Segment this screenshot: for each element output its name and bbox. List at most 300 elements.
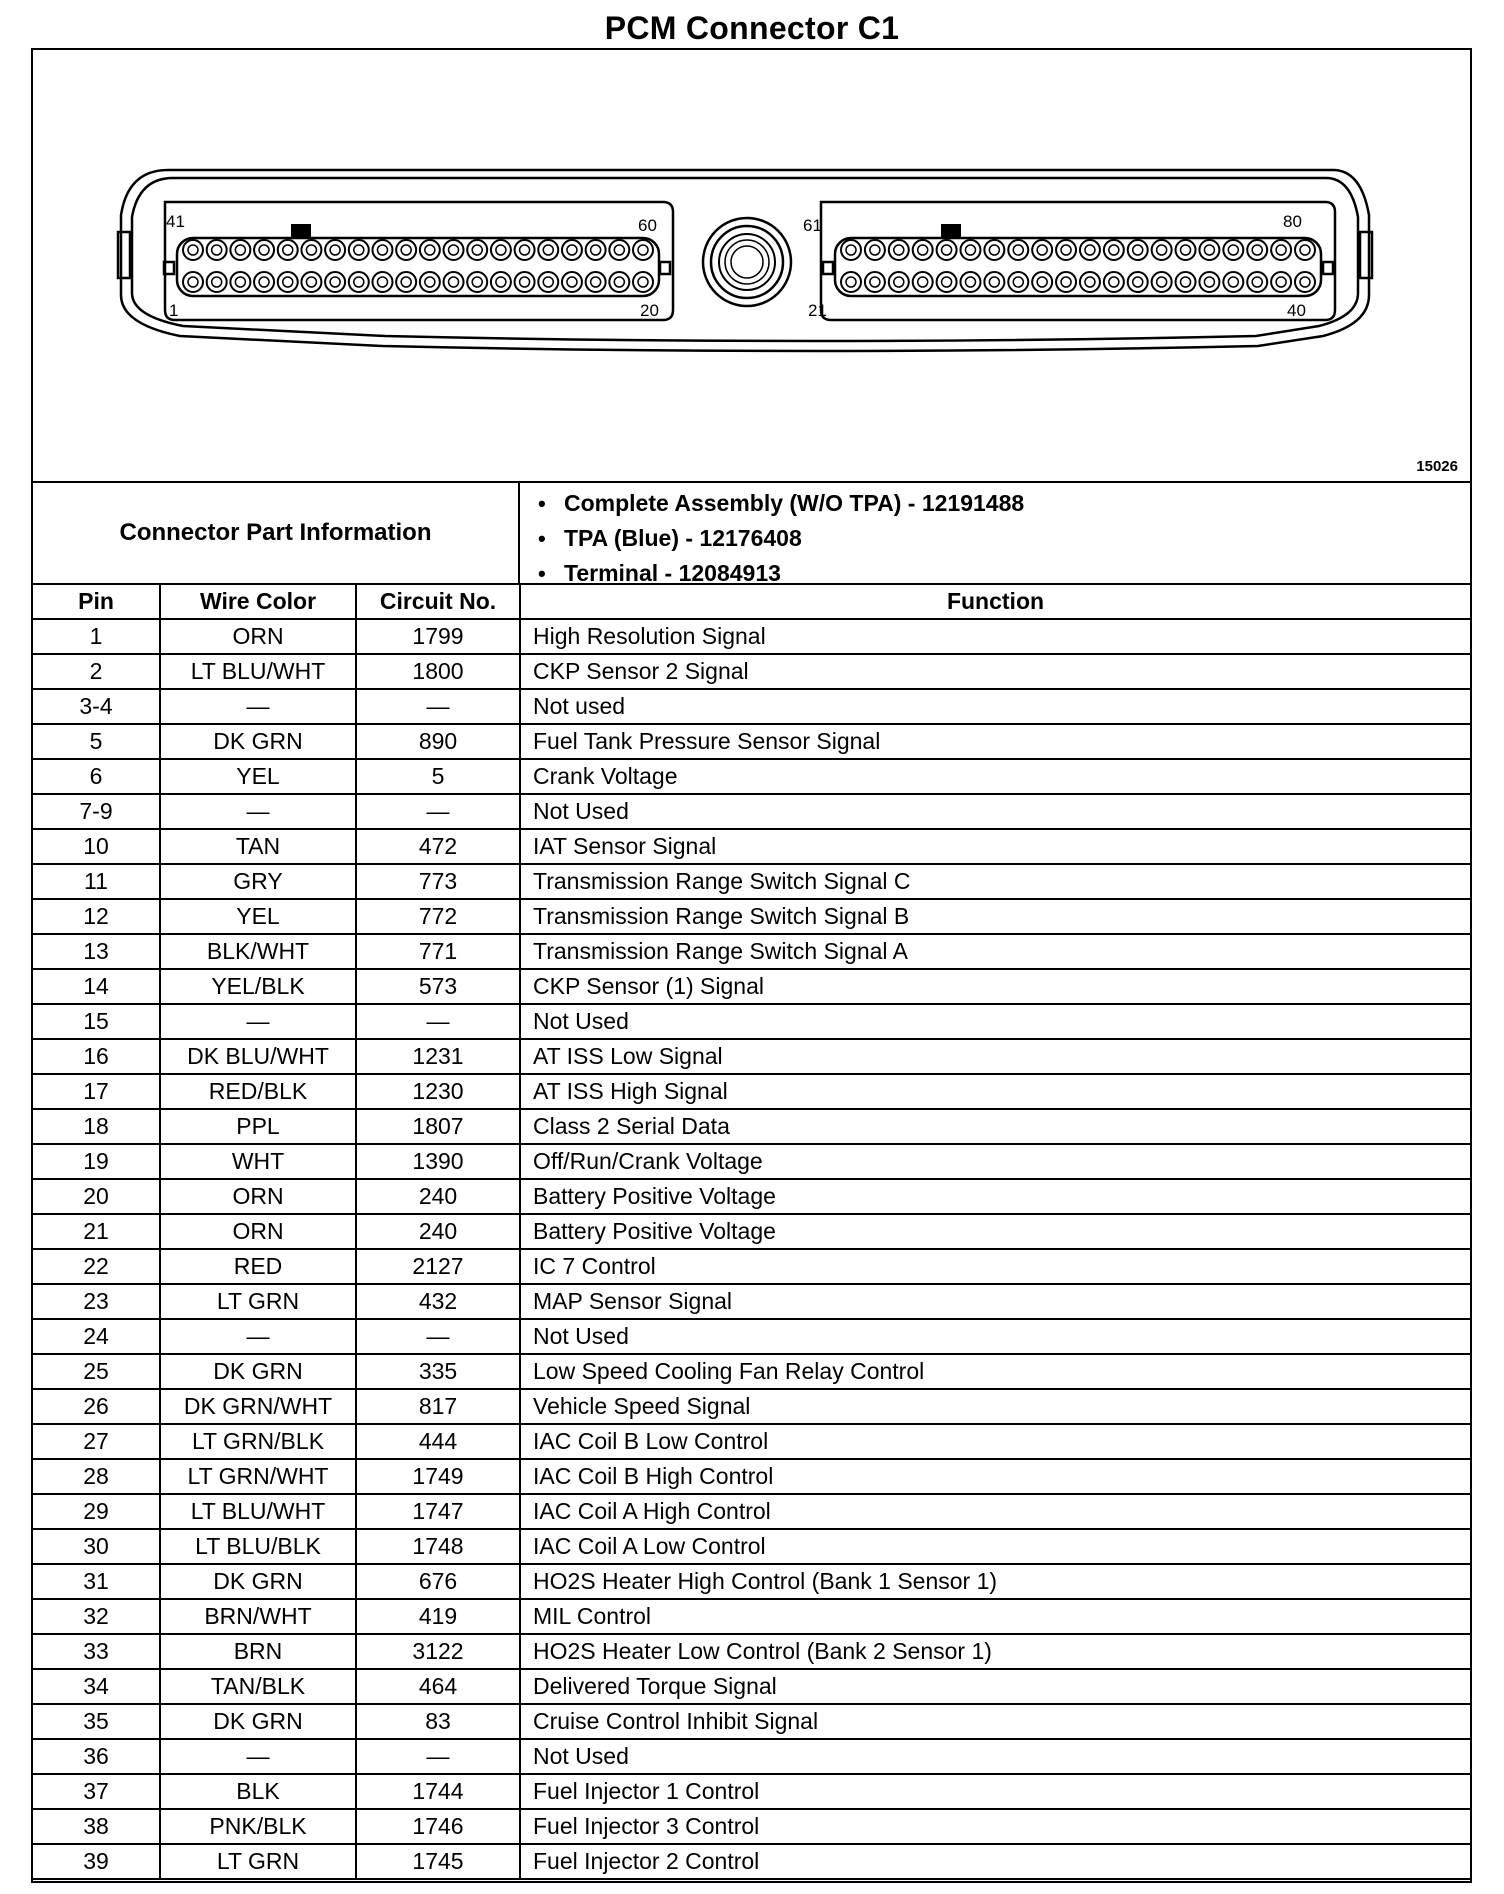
table-row — [33, 1354, 1470, 1389]
right-pin-block — [821, 202, 1335, 320]
cell-wire-color: — — [160, 794, 356, 829]
right-pin-hole — [1032, 272, 1052, 292]
table-row — [33, 934, 1470, 969]
left-pin-hole-center — [425, 245, 435, 255]
part-info-item: • Complete Assembly (W/O TPA) - 12191488 — [538, 486, 1024, 521]
cell-function: IC 7 Control — [520, 1249, 1470, 1284]
left-pin-hole — [183, 272, 203, 292]
cell-pin: 2 — [33, 654, 160, 689]
cell-wire-color: BLK/WHT — [160, 934, 356, 969]
left-pin-hole-center — [212, 277, 222, 287]
cell-pin: 7-9 — [33, 794, 160, 829]
right-pin-hole-center — [1300, 277, 1310, 287]
cell-wire-color: BRN/WHT — [160, 1599, 356, 1634]
cell-pin: 5 — [33, 724, 160, 759]
cell-pin: 36 — [33, 1739, 160, 1774]
left-pin-hole-center — [283, 245, 293, 255]
table-row — [33, 1144, 1470, 1179]
cell-function: Off/Run/Crank Voltage — [520, 1144, 1470, 1179]
left-pin-hole — [254, 240, 274, 260]
left-pin-hole — [420, 272, 440, 292]
right-pin-hole — [865, 272, 885, 292]
left-pin-hole — [301, 240, 321, 260]
left-pin-hole-center — [401, 277, 411, 287]
left-pin-hole — [349, 272, 369, 292]
cell-pin: 18 — [33, 1109, 160, 1144]
cell-circuit-no: 1745 — [356, 1844, 520, 1879]
right-pin-hole — [960, 272, 980, 292]
left-pin-hole-center — [425, 277, 435, 287]
label-pin-60: 60 — [638, 216, 657, 235]
cell-pin: 13 — [33, 934, 160, 969]
right-pin-hole-center — [1085, 245, 1095, 255]
cell-function: Cruise Control Inhibit Signal — [520, 1704, 1470, 1739]
left-pin-hole-center — [259, 245, 269, 255]
right-block-key — [823, 262, 833, 274]
left-pin-hole-center — [449, 277, 459, 287]
right-pin-hole — [889, 272, 909, 292]
left-pin-hole — [467, 272, 487, 292]
left-polarity-bar — [291, 224, 311, 237]
cell-wire-color: DK BLU/WHT — [160, 1039, 356, 1074]
table-row — [33, 1529, 1470, 1564]
table-row — [33, 1319, 1470, 1354]
right-pin-hole — [1223, 240, 1243, 260]
cell-function: MAP Sensor Signal — [520, 1284, 1470, 1319]
cell-function: Fuel Injector 3 Control — [520, 1809, 1470, 1844]
cell-function: IAC Coil A Low Control — [520, 1529, 1470, 1564]
right-pin-hole — [889, 240, 909, 260]
cell-function: HO2S Heater High Control (Bank 1 Sensor 1) — [520, 1564, 1470, 1599]
cell-wire-color: GRY — [160, 864, 356, 899]
cell-circuit-no: 2127 — [356, 1249, 520, 1284]
cell-wire-color: LT GRN/BLK — [160, 1424, 356, 1459]
cell-pin: 22 — [33, 1249, 160, 1284]
left-pin-hole-center — [354, 245, 364, 255]
left-pin-hole — [633, 240, 653, 260]
left-pin-hole-center — [591, 277, 601, 287]
cell-wire-color: BLK — [160, 1774, 356, 1809]
cell-pin: 25 — [33, 1354, 160, 1389]
cell-pin: 33 — [33, 1634, 160, 1669]
left-pin-hole-center — [567, 245, 577, 255]
cell-pin: 27 — [33, 1424, 160, 1459]
cell-pin: 16 — [33, 1039, 160, 1074]
cell-pin: 1 — [33, 619, 160, 654]
right-pin-hole — [937, 272, 957, 292]
right-pin-hole-center — [1204, 277, 1214, 287]
table-row — [33, 1599, 1470, 1634]
cell-wire-color: LT BLU/WHT — [160, 654, 356, 689]
cell-pin: 21 — [33, 1214, 160, 1249]
cell-wire-color: — — [160, 1004, 356, 1039]
left-pin-hole — [491, 272, 511, 292]
left-pin-hole — [562, 272, 582, 292]
cell-pin: 10 — [33, 829, 160, 864]
right-pin-hole — [1247, 272, 1267, 292]
cell-wire-color: TAN — [160, 829, 356, 864]
right-pin-hole — [841, 272, 861, 292]
cell-circuit-no: 817 — [356, 1389, 520, 1424]
table-row — [33, 619, 1470, 654]
cell-function: IAC Coil B High Control — [520, 1459, 1470, 1494]
right-pin-hole-center — [1133, 245, 1143, 255]
table-row — [33, 1459, 1470, 1494]
header-wire-color: Wire Color — [160, 585, 356, 619]
left-pin-hole-center — [543, 245, 553, 255]
table-row — [33, 689, 1470, 724]
cell-circuit-no: 240 — [356, 1179, 520, 1214]
right-pin-hole — [865, 240, 885, 260]
right-pin-hole-center — [1109, 277, 1119, 287]
cell-wire-color: BRN — [160, 1634, 356, 1669]
cell-circuit-no: 890 — [356, 724, 520, 759]
left-pin-hole — [444, 240, 464, 260]
cell-function: Delivered Torque Signal — [520, 1669, 1470, 1704]
right-pin-hole-center — [965, 245, 975, 255]
cell-circuit-no: 5 — [356, 759, 520, 794]
right-pin-hole — [1008, 240, 1028, 260]
cell-function: IAC Coil A High Control — [520, 1494, 1470, 1529]
cell-function: Not Used — [520, 1319, 1470, 1354]
right-pin-hole — [1271, 272, 1291, 292]
right-polarity-bar — [941, 224, 961, 237]
cell-circuit-no: 335 — [356, 1354, 520, 1389]
cell-pin: 29 — [33, 1494, 160, 1529]
left-pin-hole — [230, 272, 250, 292]
right-pin-hole — [1104, 272, 1124, 292]
cell-function: Low Speed Cooling Fan Relay Control — [520, 1354, 1470, 1389]
table-row — [33, 1039, 1470, 1074]
right-pin-hole-center — [942, 245, 952, 255]
connector-part-information — [33, 483, 1470, 585]
left-pin-hole-center — [543, 277, 553, 287]
right-pin-hole — [1199, 240, 1219, 260]
right-pin-hole — [984, 272, 1004, 292]
cell-circuit-no: 1800 — [356, 654, 520, 689]
cell-pin: 17 — [33, 1074, 160, 1109]
left-pin-hole-center — [259, 277, 269, 287]
cell-circuit-no: — — [356, 1004, 520, 1039]
left-pin-hole-center — [520, 277, 530, 287]
left-pin-hole-center — [472, 245, 482, 255]
right-pin-hole-center — [989, 245, 999, 255]
left-pin-hole — [278, 240, 298, 260]
left-pin-hole — [609, 272, 629, 292]
cell-function: IAT Sensor Signal — [520, 829, 1470, 864]
right-pin-hole-center — [965, 277, 975, 287]
cell-wire-color: DK GRN — [160, 1704, 356, 1739]
cell-wire-color: WHT — [160, 1144, 356, 1179]
left-pin-hole-center — [283, 277, 293, 287]
header-pin: Pin — [33, 585, 160, 619]
left-pin-hole-center — [330, 277, 340, 287]
right-pin-hole — [1008, 272, 1028, 292]
cell-wire-color: LT GRN/WHT — [160, 1459, 356, 1494]
left-pin-hole — [633, 272, 653, 292]
table-row — [33, 759, 1470, 794]
cell-wire-color: LT BLU/BLK — [160, 1529, 356, 1564]
right-pin-hole — [937, 240, 957, 260]
cell-function: Battery Positive Voltage — [520, 1214, 1470, 1249]
left-pin-hole-center — [354, 277, 364, 287]
right-pin-hole-center — [1061, 245, 1071, 255]
cell-circuit-no: 464 — [356, 1669, 520, 1704]
right-pin-hole-center — [1252, 277, 1262, 287]
right-pin-hole — [1271, 240, 1291, 260]
left-pin-hole — [420, 240, 440, 260]
table-row — [33, 1704, 1470, 1739]
table-row — [33, 1844, 1470, 1879]
cell-function: Fuel Injector 2 Control — [520, 1844, 1470, 1879]
cell-pin: 12 — [33, 899, 160, 934]
table-row — [33, 1739, 1470, 1774]
cell-wire-color: — — [160, 1739, 356, 1774]
part-info-label: Connector Part Information — [33, 483, 520, 583]
cell-pin: 31 — [33, 1564, 160, 1599]
right-pin-hole-center — [1300, 245, 1310, 255]
right-pin-hole-center — [1037, 277, 1047, 287]
left-pin-hole-center — [496, 277, 506, 287]
table-row — [33, 1284, 1470, 1319]
left-pin-hole-center — [638, 277, 648, 287]
cell-pin: 19 — [33, 1144, 160, 1179]
cell-function: CKP Sensor (1) Signal — [520, 969, 1470, 1004]
left-pin-hole — [207, 240, 227, 260]
left-pin-hole-center — [188, 245, 198, 255]
cell-wire-color: DK GRN — [160, 724, 356, 759]
cell-function: AT ISS Low Signal — [520, 1039, 1470, 1074]
table-row — [33, 1774, 1470, 1809]
right-pin-hole-center — [846, 245, 856, 255]
left-pin-hole — [491, 240, 511, 260]
right-pin-hole-center — [1109, 245, 1119, 255]
label-pin-21: 21 — [808, 301, 827, 320]
cell-circuit-no: 3122 — [356, 1634, 520, 1669]
cell-pin: 35 — [33, 1704, 160, 1739]
cell-function: AT ISS High Signal — [520, 1074, 1470, 1109]
cell-pin: 39 — [33, 1844, 160, 1879]
center-bolt-outer — [703, 218, 791, 306]
left-pin-hole-center — [567, 277, 577, 287]
right-pin-hole — [841, 240, 861, 260]
cell-circuit-no: 676 — [356, 1564, 520, 1599]
cell-function: Battery Positive Voltage — [520, 1179, 1470, 1214]
cell-circuit-no: 240 — [356, 1214, 520, 1249]
left-pin-hole — [538, 272, 558, 292]
cell-function: Vehicle Speed Signal — [520, 1389, 1470, 1424]
right-pin-hole — [1152, 240, 1172, 260]
right-pin-hole-center — [1085, 277, 1095, 287]
table-header-row — [33, 585, 1470, 619]
cell-wire-color: DK GRN — [160, 1564, 356, 1599]
cell-function: Crank Voltage — [520, 759, 1470, 794]
cell-circuit-no: — — [356, 1319, 520, 1354]
table-row — [33, 1389, 1470, 1424]
cell-pin: 23 — [33, 1284, 160, 1319]
header-function: Function — [520, 585, 1470, 619]
right-pin-hole — [1247, 240, 1267, 260]
part-info-item: • TPA (Blue) - 12176408 — [538, 521, 1024, 556]
cell-circuit-no: 1746 — [356, 1809, 520, 1844]
part-info-list — [538, 486, 1024, 591]
label-pin-80: 80 — [1283, 212, 1302, 231]
right-pin-hole-center — [1252, 245, 1262, 255]
cell-circuit-no: 432 — [356, 1284, 520, 1319]
cell-function: IAC Coil B Low Control — [520, 1424, 1470, 1459]
cell-circuit-no: 573 — [356, 969, 520, 1004]
cell-pin: 6 — [33, 759, 160, 794]
cell-pin: 24 — [33, 1319, 160, 1354]
cell-circuit-no: — — [356, 1739, 520, 1774]
left-pin-hole-center — [614, 277, 624, 287]
right-pin-hole — [1104, 240, 1124, 260]
right-pin-hole-center — [942, 277, 952, 287]
left-pin-hole-center — [496, 245, 506, 255]
right-pin-hole — [913, 240, 933, 260]
table-row — [33, 1004, 1470, 1039]
page-title: PCM Connector C1 — [604, 10, 900, 46]
cell-pin: 38 — [33, 1809, 160, 1844]
label-pin-1: 1 — [169, 301, 179, 320]
left-pin-hole — [254, 272, 274, 292]
table-row — [33, 1494, 1470, 1529]
left-pin-hole-center — [520, 245, 530, 255]
right-pin-hole — [1295, 240, 1315, 260]
left-pin-hole-center — [235, 277, 245, 287]
left-pin-hole — [586, 240, 606, 260]
cell-pin: 20 — [33, 1179, 160, 1214]
left-block-key — [660, 262, 670, 274]
right-pin-hole-center — [1204, 245, 1214, 255]
cell-circuit-no: 444 — [356, 1424, 520, 1459]
left-pin-hole — [207, 272, 227, 292]
cell-circuit-no: 773 — [356, 864, 520, 899]
left-pin-hole — [538, 240, 558, 260]
table-row — [33, 1109, 1470, 1144]
left-pin-hole — [515, 240, 535, 260]
cell-circuit-no: 1748 — [356, 1529, 520, 1564]
left-pin-hole — [325, 272, 345, 292]
right-pin-hole-center — [1181, 277, 1191, 287]
left-pin-hole — [515, 272, 535, 292]
table-row — [33, 1634, 1470, 1669]
left-pin-block — [165, 202, 673, 320]
cell-function: Transmission Range Switch Signal B — [520, 899, 1470, 934]
cell-wire-color: LT GRN — [160, 1844, 356, 1879]
right-pin-hole-center — [1181, 245, 1191, 255]
cell-pin: 32 — [33, 1599, 160, 1634]
cell-circuit-no: 83 — [356, 1704, 520, 1739]
cell-circuit-no: — — [356, 794, 520, 829]
table-row — [33, 899, 1470, 934]
right-pin-hole-center — [918, 277, 928, 287]
right-pin-hole-center — [1276, 277, 1286, 287]
drawing-number: 15026 — [1416, 458, 1458, 475]
right-pin-hole-center — [894, 245, 904, 255]
left-pin-hole — [396, 240, 416, 260]
cell-circuit-no: 1390 — [356, 1144, 520, 1179]
right-pin-hole — [984, 240, 1004, 260]
right-pin-hole-center — [846, 277, 856, 287]
left-pin-hole-center — [449, 245, 459, 255]
cell-pin: 28 — [33, 1459, 160, 1494]
cell-wire-color: ORN — [160, 1214, 356, 1249]
left-pin-hole-center — [638, 245, 648, 255]
table-row — [33, 1249, 1470, 1284]
cell-wire-color: LT GRN — [160, 1284, 356, 1319]
cell-function: Not Used — [520, 794, 1470, 829]
cell-pin: 30 — [33, 1529, 160, 1564]
cell-wire-color: YEL — [160, 899, 356, 934]
cell-wire-color: RED/BLK — [160, 1074, 356, 1109]
left-pin-hole-center — [188, 277, 198, 287]
cell-wire-color: RED — [160, 1249, 356, 1284]
cell-wire-color: PPL — [160, 1109, 356, 1144]
cell-function: Fuel Injector 1 Control — [520, 1774, 1470, 1809]
table-row — [33, 1809, 1470, 1844]
cell-function: High Resolution Signal — [520, 619, 1470, 654]
left-pin-hole — [467, 240, 487, 260]
cell-circuit-no: 419 — [356, 1599, 520, 1634]
left-pin-hole-center — [401, 245, 411, 255]
left-pin-hole-center — [235, 245, 245, 255]
right-pin-hole — [1152, 272, 1172, 292]
left-pin-hole — [325, 240, 345, 260]
right-pin-hole-center — [1013, 245, 1023, 255]
cell-circuit-no: 772 — [356, 899, 520, 934]
left-pin-hole-center — [377, 277, 387, 287]
cell-function: HO2S Heater Low Control (Bank 2 Sensor 1) — [520, 1634, 1470, 1669]
table-row — [33, 1074, 1470, 1109]
left-pin-hole-center — [330, 245, 340, 255]
center-bolt-ring-inner — [719, 234, 775, 290]
right-pin-hole — [1176, 272, 1196, 292]
right-pin-hole-center — [1276, 245, 1286, 255]
right-pin-hole-center — [918, 245, 928, 255]
cell-wire-color: YEL/BLK — [160, 969, 356, 1004]
cell-function: MIL Control — [520, 1599, 1470, 1634]
cell-pin: 3-4 — [33, 689, 160, 724]
right-pin-hole — [913, 272, 933, 292]
cell-wire-color: PNK/BLK — [160, 1809, 356, 1844]
label-pin-40: 40 — [1287, 301, 1306, 320]
table-row — [33, 724, 1470, 759]
left-pin-hole-center — [377, 245, 387, 255]
left-pin-hole-center — [614, 245, 624, 255]
cell-function: Not Used — [520, 1004, 1470, 1039]
table-row — [33, 969, 1470, 1004]
right-pin-hole — [1056, 272, 1076, 292]
table-row — [33, 1179, 1470, 1214]
cell-wire-color: ORN — [160, 619, 356, 654]
left-pin-hole — [372, 272, 392, 292]
label-pin-20: 20 — [640, 301, 659, 320]
table-row — [33, 1214, 1470, 1249]
right-pin-hole — [1080, 240, 1100, 260]
table-row — [33, 794, 1470, 829]
header-circuit-no: Circuit No. — [356, 585, 520, 619]
left-pin-hole — [609, 240, 629, 260]
cell-function: Fuel Tank Pressure Sensor Signal — [520, 724, 1470, 759]
cell-function: Not used — [520, 689, 1470, 724]
right-pin-hole-center — [1133, 277, 1143, 287]
cell-circuit-no: 1230 — [356, 1074, 520, 1109]
table-row — [33, 864, 1470, 899]
table-row — [33, 654, 1470, 689]
label-pin-61: 61 — [803, 216, 822, 235]
cell-wire-color: DK GRN — [160, 1354, 356, 1389]
